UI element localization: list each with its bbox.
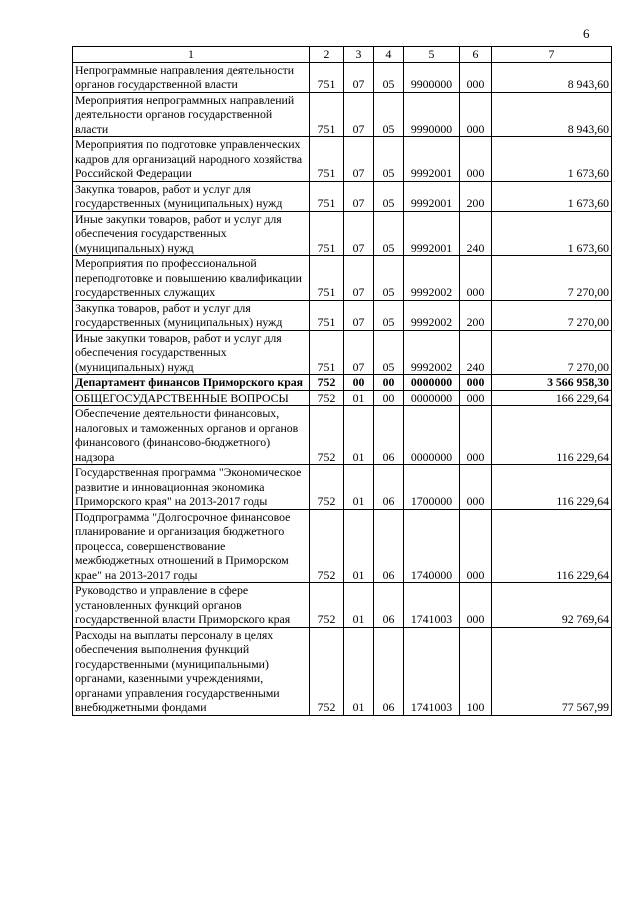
cell-amount: 92 769,64 — [492, 583, 612, 628]
cell-subsection: 05 — [374, 300, 404, 330]
cell-name: Расходы на выплаты персоналу в целях обеспечения выполнения функций государственными (муниципальными) органами, казенными учреждениями, органами управления государственными внебюджетными фондами — [73, 627, 310, 715]
cell-amount: 116 229,64 — [492, 509, 612, 583]
cell-target-article: 1741003 — [404, 583, 460, 628]
cell-subsection: 05 — [374, 211, 404, 256]
cell-name: Мероприятия по подготовке управленческих кадров для организаций народного хозяйства Российской Федерации — [73, 137, 310, 182]
cell-subsection: 05 — [374, 92, 404, 137]
cell-expense-type: 000 — [460, 509, 492, 583]
header-row — [73, 47, 612, 63]
table-row — [73, 300, 612, 330]
cell-section: 07 — [344, 62, 374, 92]
cell-expense-type: 240 — [460, 330, 492, 375]
cell-expense-type: 000 — [460, 406, 492, 465]
cell-expense-type: 000 — [460, 583, 492, 628]
cell-section: 07 — [344, 92, 374, 137]
cell-name: Мероприятия по профессиональной переподготовке и повышению квалификации государственных служащих — [73, 256, 310, 301]
cell-subsection: 06 — [374, 465, 404, 510]
cell-target-article: 0000000 — [404, 375, 460, 391]
cell-section: 07 — [344, 256, 374, 301]
header-col-5: 5 — [404, 47, 460, 63]
cell-amount: 1 673,60 — [492, 211, 612, 256]
cell-section: 07 — [344, 330, 374, 375]
cell-amount: 116 229,64 — [492, 406, 612, 465]
cell-ministry: 752 — [310, 509, 344, 583]
cell-ministry: 751 — [310, 62, 344, 92]
table-row — [73, 330, 612, 375]
cell-target-article: 9900000 — [404, 62, 460, 92]
cell-expense-type: 200 — [460, 300, 492, 330]
cell-name: Закупка товаров, работ и услуг для государственных (муниципальных) нужд — [73, 300, 310, 330]
cell-section: 01 — [344, 406, 374, 465]
cell-name: ОБЩЕГОСУДАРСТВЕННЫЕ ВОПРОСЫ — [73, 390, 310, 406]
header-col-7: 7 — [492, 47, 612, 63]
cell-subsection: 05 — [374, 62, 404, 92]
header-col-3: 3 — [344, 47, 374, 63]
header-col-1: 1 — [73, 47, 310, 63]
cell-name: Иные закупки товаров, работ и услуг для обеспечения государственных (муниципальных) нужд — [73, 330, 310, 375]
header-col-2: 2 — [310, 47, 344, 63]
cell-subsection: 06 — [374, 509, 404, 583]
cell-subsection: 05 — [374, 137, 404, 182]
cell-target-article: 0000000 — [404, 390, 460, 406]
cell-ministry: 751 — [310, 256, 344, 301]
cell-expense-type: 000 — [460, 375, 492, 391]
cell-expense-type: 000 — [460, 62, 492, 92]
cell-section: 07 — [344, 137, 374, 182]
table-row — [73, 137, 612, 182]
cell-amount: 1 673,60 — [492, 137, 612, 182]
cell-section: 01 — [344, 627, 374, 715]
cell-target-article: 9992002 — [404, 256, 460, 301]
cell-subsection: 00 — [374, 390, 404, 406]
cell-name: Департамент финансов Приморского края — [73, 375, 310, 391]
cell-name: Иные закупки товаров, работ и услуг для обеспечения государственных (муниципальных) нужд — [73, 211, 310, 256]
cell-target-article: 9992002 — [404, 300, 460, 330]
cell-target-article: 9992001 — [404, 137, 460, 182]
cell-expense-type: 000 — [460, 256, 492, 301]
table-row — [73, 181, 612, 211]
cell-subsection: 05 — [374, 256, 404, 301]
cell-ministry: 752 — [310, 390, 344, 406]
cell-amount: 116 229,64 — [492, 465, 612, 510]
cell-ministry: 752 — [310, 375, 344, 391]
cell-subsection: 06 — [374, 627, 404, 715]
cell-amount: 8 943,60 — [492, 62, 612, 92]
table-row — [73, 627, 612, 715]
cell-ministry: 752 — [310, 465, 344, 510]
cell-target-article: 9992002 — [404, 330, 460, 375]
cell-ministry: 751 — [310, 137, 344, 182]
header-col-4: 4 — [374, 47, 404, 63]
cell-expense-type: 000 — [460, 465, 492, 510]
cell-name: Руководство и управление в сфере установленных функций органов государственной власти Приморского края — [73, 583, 310, 628]
cell-target-article: 1700000 — [404, 465, 460, 510]
cell-target-article: 1741003 — [404, 627, 460, 715]
cell-name: Государственная программа "Экономическое развитие и инновационная экономика Приморского края" на 2013-2017 годы — [73, 465, 310, 510]
cell-subsection: 06 — [374, 583, 404, 628]
cell-subsection: 05 — [374, 181, 404, 211]
table-row — [73, 465, 612, 510]
cell-amount: 166 229,64 — [492, 390, 612, 406]
cell-section: 01 — [344, 465, 374, 510]
table-row — [73, 62, 612, 92]
cell-subsection: 06 — [374, 406, 404, 465]
cell-ministry: 752 — [310, 627, 344, 715]
cell-expense-type: 240 — [460, 211, 492, 256]
cell-target-article: 0000000 — [404, 406, 460, 465]
cell-section: 07 — [344, 211, 374, 256]
cell-amount: 7 270,00 — [492, 300, 612, 330]
cell-amount: 8 943,60 — [492, 92, 612, 137]
cell-amount: 7 270,00 — [492, 256, 612, 301]
cell-ministry: 751 — [310, 181, 344, 211]
cell-ministry: 752 — [310, 583, 344, 628]
cell-target-article: 9992001 — [404, 181, 460, 211]
table-row — [73, 211, 612, 256]
cell-expense-type: 000 — [460, 92, 492, 137]
table-row — [73, 92, 612, 137]
page-number: 6 — [583, 26, 590, 41]
cell-section: 00 — [344, 375, 374, 391]
table-row — [73, 406, 612, 465]
cell-expense-type: 000 — [460, 137, 492, 182]
cell-ministry: 751 — [310, 92, 344, 137]
cell-name: Непрограммные направления деятельности органов государственной власти — [73, 62, 310, 92]
cell-amount: 1 673,60 — [492, 181, 612, 211]
cell-amount: 7 270,00 — [492, 330, 612, 375]
table-row — [73, 509, 612, 583]
table-row — [73, 375, 612, 391]
cell-subsection: 05 — [374, 330, 404, 375]
cell-section: 01 — [344, 390, 374, 406]
cell-amount: 77 567,99 — [492, 627, 612, 715]
cell-section: 07 — [344, 300, 374, 330]
budget-table — [72, 46, 612, 716]
cell-target-article: 9990000 — [404, 92, 460, 137]
cell-ministry: 751 — [310, 211, 344, 256]
cell-section: 01 — [344, 509, 374, 583]
cell-target-article: 9992001 — [404, 211, 460, 256]
cell-target-article: 1740000 — [404, 509, 460, 583]
cell-section: 01 — [344, 583, 374, 628]
cell-subsection: 00 — [374, 375, 404, 391]
cell-ministry: 752 — [310, 406, 344, 465]
cell-section: 07 — [344, 181, 374, 211]
cell-name: Мероприятия непрограммных направлений деятельности органов государственной власти — [73, 92, 310, 137]
cell-ministry: 751 — [310, 300, 344, 330]
table-row — [73, 390, 612, 406]
cell-name: Обеспечение деятельности финансовых, налоговых и таможенных органов и органов финансового (финансово-бюджетного) надзора — [73, 406, 310, 465]
table-row — [73, 256, 612, 301]
cell-name: Закупка товаров, работ и услуг для государственных (муниципальных) нужд — [73, 181, 310, 211]
table-row — [73, 583, 612, 628]
cell-expense-type: 100 — [460, 627, 492, 715]
cell-expense-type: 000 — [460, 390, 492, 406]
header-col-6: 6 — [460, 47, 492, 63]
cell-amount: 3 566 958,30 — [492, 375, 612, 391]
cell-ministry: 751 — [310, 330, 344, 375]
cell-expense-type: 200 — [460, 181, 492, 211]
cell-name: Подпрограмма "Долгосрочное финансовое планирование и организация бюджетного процесса, совершенствование межбюджетных отношений в Приморском крае" на 2013-2017 годы — [73, 509, 310, 583]
